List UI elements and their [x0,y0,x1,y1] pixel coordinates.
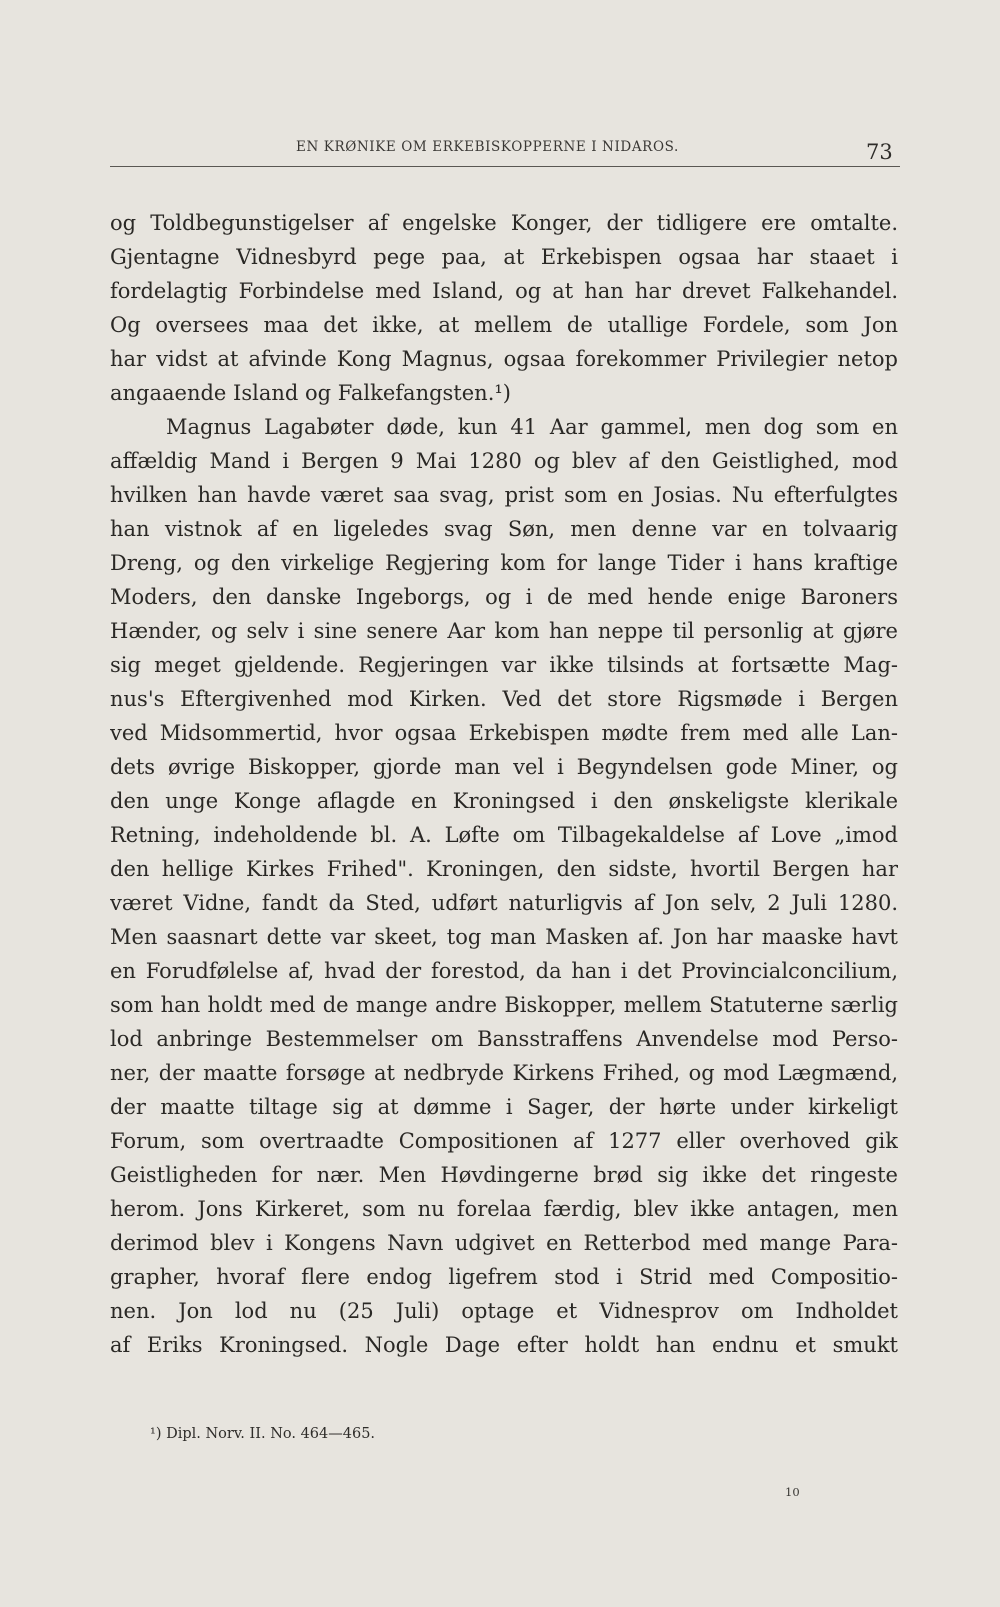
running-title: EN KRØNIKE OM ERKEBISKOPPERNE I NIDAROS. [296,139,679,155]
header-rule [110,166,900,167]
signature-mark: 10 [785,1485,800,1499]
text-line: nen. Jon lod nu (25 Juli) optage et Vidnesprov om Indholdet [110,1299,898,1323]
text-line: Forum, som overtraadte Compositionen af 1277 eller overhoved gik [110,1129,898,1153]
page-number: 73 [866,140,893,164]
text-line: Men saasnart dette var skeet, tog man Masken af. Jon har maaske havt [110,925,898,949]
text-line: hvilken han havde været saa svag, prist som en Josias. Nu efterfulgtes [110,483,898,507]
text-line: Hænder, og selv i sine senere Aar kom han neppe til personlig at gjøre [110,619,898,643]
text-line: Retning, indeholdende bl. A. Løfte om Tilbagekaldelse af Love „imod [110,823,898,847]
text-line: Gjentagne Vidnesbyrd pege paa, at Erkebispen ogsaa har staaet i [110,245,898,269]
text-line: han vistnok af en ligeledes svag Søn, men denne var en tolvaarig [110,517,898,541]
text-line: været Vidne, fandt da Sted, udført naturligvis af Jon selv, 2 Juli 1280. [110,891,898,915]
text-line: den hellige Kirkes Frihed". Kroningen, den sidste, hvortil Bergen har [110,857,898,881]
text-line: affældig Mand i Bergen 9 Mai 1280 og blev af den Geistlighed, mod [110,449,898,473]
text-line: af Eriks Kroningsed. Nogle Dage efter holdt han endnu et smukt [110,1333,898,1357]
text-line: sig meget gjeldende. Regjeringen var ikke tilsinds at fortsætte Mag- [110,653,898,677]
text-line: der maatte tiltage sig at dømme i Sager, der hørte under kirkeligt [110,1095,898,1119]
text-line: Dreng, og den virkelige Regjering kom for lange Tider i hans kraftige [110,551,898,575]
text-line: fordelagtig Forbindelse med Island, og at han har drevet Falkehandel. [110,279,898,303]
text-line: en Forudfølelse af, hvad der forestod, da han i det Provincialconcilium, [110,959,898,983]
text-line: lod anbringe Bestemmelser om Bansstraffens Anvendelse mod Perso- [110,1027,898,1051]
text-line: og Toldbegunstigelser af engelske Konger, der tidligere ere omtalte. [110,211,898,235]
text-line: Geistligheden for nær. Men Høvdingerne brød sig ikke det ringeste [110,1163,898,1187]
text-line: herom. Jons Kirkeret, som nu forelaa færdig, blev ikke antagen, men [110,1197,898,1221]
text-line: ved Midsommertid, hvor ogsaa Erkebispen mødte frem med alle Lan- [110,721,898,745]
text-line: som han holdt med de mange andre Biskopper, mellem Statuterne særlig [110,993,898,1017]
text-line: dets øvrige Biskopper, gjorde man vel i Begyndelsen gode Miner, og [110,755,898,779]
text-line: Moders, den danske Ingeborgs, og i de med hende enige Baroners [110,585,898,609]
text-line: Og oversees maa det ikke, at mellem de utallige Fordele, som Jon [110,313,898,337]
text-line: grapher, hvoraf flere endog ligefrem stod i Strid med Compositio- [110,1265,898,1289]
text-line: nus's Eftergivenhed mod Kirken. Ved det store Rigsmøde i Bergen [110,687,898,711]
text-line: angaaende Island og Falkefangsten.¹) [110,381,511,405]
text-line: ner, der maatte forsøge at nedbryde Kirkens Frihed, og mod Lægmænd, [110,1061,898,1085]
body-text [110,206,898,1362]
text-line: den unge Konge aflagde en Kroningsed i den ønskeligste klerikale [110,789,898,813]
text-line: derimod blev i Kongens Navn udgivet en Retterbod med mange Para- [110,1231,898,1255]
footnote: ¹) Dipl. Norv. II. No. 464—465. [150,1426,376,1442]
text-line: har vidst at afvinde Kong Magnus, ogsaa forekommer Privilegier netop [110,347,898,371]
text-line: Magnus Lagabøter døde, kun 41 Aar gammel, men dog som en [166,415,898,439]
